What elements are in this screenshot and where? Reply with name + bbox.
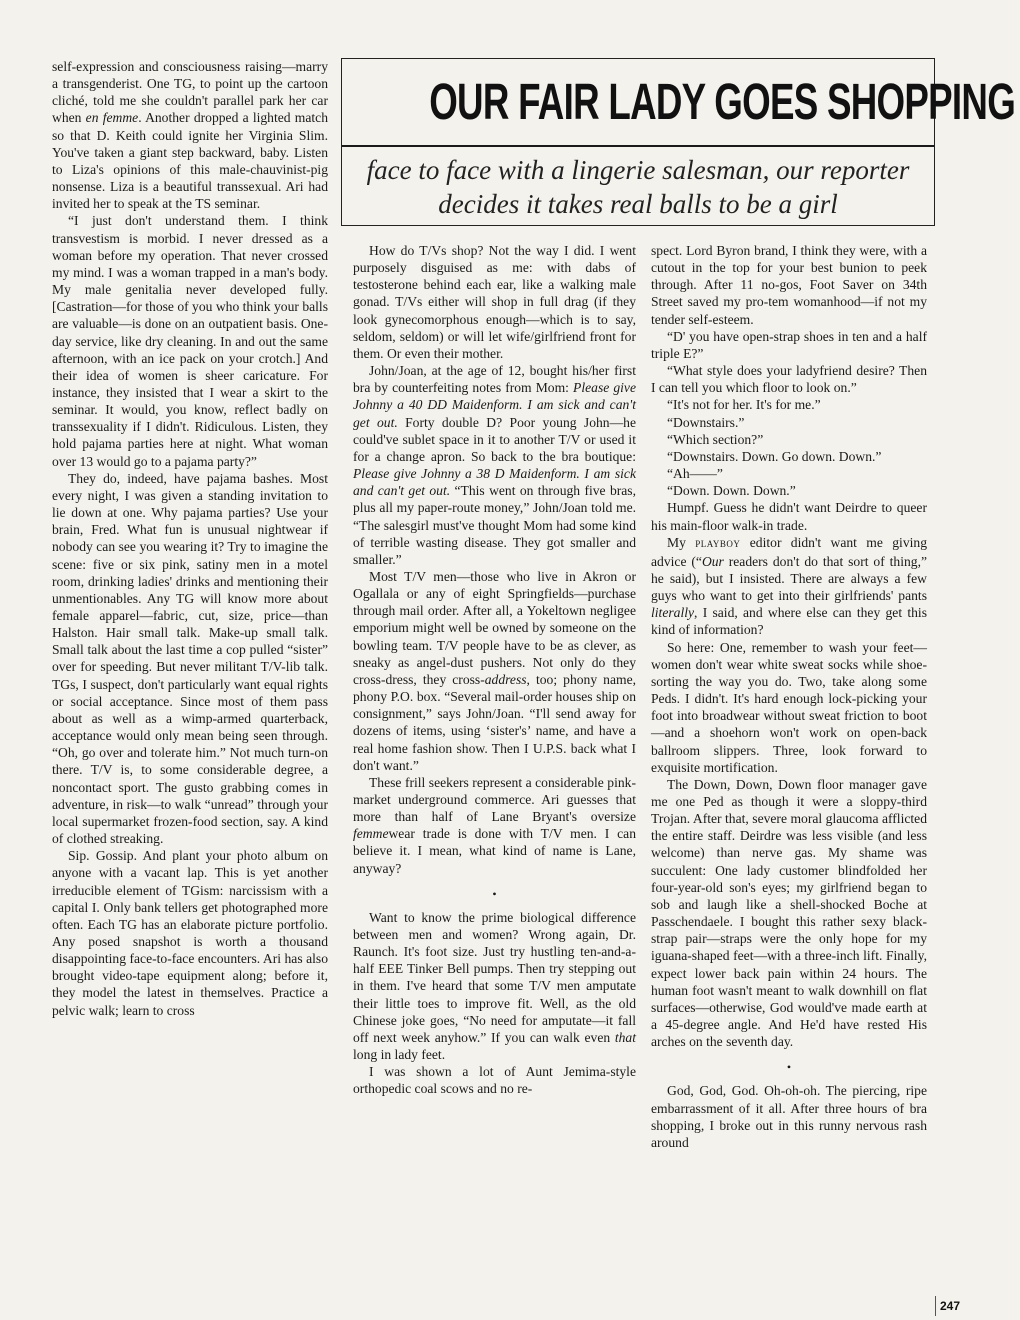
paragraph (651, 534, 927, 639)
text-run: My (667, 534, 696, 550)
text-italic: femme (353, 826, 389, 842)
text-italic: en femme (85, 110, 139, 126)
text-italic: Please give Johnny a 38 D Maidenform. I am sick and can't get out. (353, 466, 636, 499)
text-italic: literally (651, 605, 695, 621)
text-run: long in lady feet. (353, 1047, 446, 1063)
dialogue-line: “What style does your ladyfriend desire? Then I can tell you which floor to look on.” (651, 363, 927, 396)
text-italic: address (484, 671, 527, 687)
text-run: editor didn't want me giving advice (“ (651, 534, 927, 569)
paragraph: Sip. Gossip. And plant your photo album on anyone with a vacant lap. This is yet another irreducible element of TGism: narcissism with a capital I. Only bank tellers get photographed more often. Each TG has an elaborate picture portfolio. Any posed snapshot is worth a thousand disappointing face-to-face encounters. Ari has also brought video-tape equipment along; before it, they model the latest in themselves. Practice a pelvic walk; learn to cross (52, 848, 328, 1018)
text-italic: Our (701, 553, 724, 569)
text-run: These frill seekers represent a considerable pink-market underground commerce. Ari guesses that more than half of Lane Bryant's oversize (353, 774, 636, 825)
dialogue-line: “Down. Down. Down.” (667, 483, 796, 499)
paragraph: So here: One, remember to wash your feet—women don't wear white sweat socks while shoe-sorting the way you do. Two, take along some Peds. I didn't. It's hard enough lock-picking your foot into broadwear without sweat friction to boot—and a shoehorn won't work on open-back ballroom slippers. Three, look forward to exquisite mortification. (651, 639, 927, 775)
text-run: “This went on through five bras, plus all my paper-route money,” John/Joan told me. “The salesgirl must've thought Mom had some kind of terrible wasting disease. They got smaller and smaller.” (353, 483, 636, 567)
text-run: Most T/V men—those who live in Akron or Ogallala or any of eight Springfields—purchase through mail order. After all, a Yokeltown negligee emporium might well be owned by someone on the bowling team. T/V people have to be as clever, as sneaky as angel-dust pushers. Not only do they cross-dress, they cross- (353, 568, 636, 687)
small-caps-text: PLAYBOY (695, 538, 741, 549)
paragraph: The Down, Down, Down floor manager gave me one Ped as though it were a sloppy-third Trojan. After that, severe moral glaucoma afflicted the entire staff. Deirdre was less visible (and less welcome) than nerve gas. My shame was succulent: One lady customer blindfolded her four-year-old son's eyes; my girlfriend began to sob and laugh like a shell-shocked Boche at Passchendaele. I bought this rather sexy black-strap pair—straps were the only hope for my iguana-shaped feet—with a three-inch lift. Finally, expect lower back pain within 24 hours. The human foot wasn't meant to walk downhill on flat surfaces—otherwise, God would've made earth at a 45-degree angle. And He'd have rested His arches on the seventh day. (651, 776, 927, 1050)
text-run: Forty double D? Poor young John—he could've sublet space in it to another T/V or used it for a change apron. So back to the bra boutique: (353, 414, 637, 464)
dialogue-line: “Downstairs.” (667, 414, 745, 430)
text-italic: that (614, 1029, 636, 1045)
section-bullet: • (492, 886, 497, 901)
page-number: 247 (935, 1296, 970, 1316)
text-run: John/Joan, at the age of 12, bought his/her first bra by counterfeiting notes from Mom: (353, 363, 636, 396)
text-run: wear trade is done with T/V men. I can believe it. I mean, what kind of name is Lane, anyway? (353, 826, 636, 876)
text-run: readers don't do that sort of thing,” he said), but I insisted. There are always a few guys who want to get into their girlfriends' pants (651, 553, 928, 604)
headline-box (341, 58, 1016, 226)
paragraph: I was shown a lot of Aunt Jemima-style orthopedic coal scows and no re- (353, 1064, 636, 1097)
paragraph: spect. Lord Byron brand, I think they were, with a cutout in the top for your best bunion to peek through. After 11 no-gos, Foot Saver on 34th Street saved my pro-tem womanhood—if not my tender self-esteem. (651, 243, 927, 327)
dialogue-line: “Ah——” (667, 466, 723, 482)
text-run: , I said, and where else can they get this kind of information? (651, 605, 927, 638)
text-run: Want to know the prime biological difference between men and women? Wrong again, Dr. Raunch. It's foot size. Just try hustling ten-and-a-half EEE Tinker Bell pumps. Then try stepping out in them. I've heard that some T/V men amputate their little toes to improve fit. Well, as the old Chinese joke goes, “No need for amputate—it fall off next week anyhow.” If you can walk even (353, 909, 636, 1045)
text-column-middle (353, 242, 636, 1098)
paragraph: Humpf. Guess he didn't want Deirdre to queer his main-floor walk-in trade. (651, 500, 927, 533)
paragraph: “I just don't understand them. I think transvestism is morbid. I never dressed as a woman before my operation. That never crossed my mind. I was a woman trapped in a man's body. My male genitalia never developed fully. [Castration—for those of you who think your balls are valuable—is done on an outpatient basis. One-day service, like dry cleaning. In and out the same afternoon, with an ice pack on your crotch.] And their idea of women is sheer caricature. For instance, they insisted that I wear a skirt to the seminar. It would, you know, reflect badly on transsexuality if I didn't. Ridiculous. Listen, they hold pajama parties here at night. What woman over 13 would go to a pajama party?” (52, 213, 328, 469)
paragraph (353, 568, 636, 774)
dialogue-line: “Which section?” (667, 431, 764, 447)
article-headline: OUR FAIR LADY GOES SHOPPING (429, 73, 1016, 130)
paragraph: How do T/Vs shop? Not the way I did. I went purposely disguised as me: with dabs of testosterone behind each ear, like a walking male gonad. T/Vs either will shop in full drag (if they look gynecomorphous enough—which is to say, seldom, seldom) or will let wife/girlfriend front for them. Or even their mother. (353, 243, 636, 361)
paragraph (52, 58, 328, 212)
paragraph (353, 774, 636, 877)
dialogue-line: “It's not for her. It's for me.” (667, 397, 821, 413)
article-deck: face to face with a lingerie salesman, our reporter decides it takes real balls to be a girl (366, 155, 910, 219)
text-column-left (52, 58, 328, 1019)
divider (342, 145, 934, 147)
paragraph: God, God, God. Oh-oh-oh. The piercing, ripe embarrassment of it all. After three hours of bra shopping, I broke out in this runny nervous rash around (651, 1083, 927, 1150)
section-bullet: • (786, 1060, 792, 1075)
text-run: . Another dropped a lighted match so that D. Keith could ignite her Virginia Slim. You've taken a giant step backward, baby. Listen to Liza's opinions of this male-chauvinist-pig nonsense. Liza is a beautiful transsexual. Ari had invited her to speak at the TS seminar. (52, 110, 329, 212)
paragraph (353, 909, 636, 1063)
text-run: self-expression and consciousness raising—marry a transgenderist. One TG, to point up the cartoon cliché, told me she couldn't parallel park her car when (52, 59, 328, 126)
text-column-right (651, 242, 927, 1151)
paragraph: They do, indeed, have pajama bashes. Most every night, I was given a standing invitation to lie down at one. Why pajama parties? Use your brain, Fred. What fun is unusual nightwear if nobody can see you wearing it? Try to imagine the scene: five or six pink, satiny men in a motel room, drinking ladies' drinks and mentioning their unmentionables. Any TG will know more about female apparel—fabric, cut, size, price—than Halston. Hair small talk. Make-up small talk. Small talk about the last time a cop pulled “sister” over for speeding. But never militant T/V-lib talk. TGs, I suspect, don't particularly want equal rights or social acceptance. Since most of them pass about as well as a wimp-armed quarterback, acceptance would only mean being seen through. “Oh, go over and tolerate him.” Not much turn-on there. T/V is, to some considerable degree, a noncontact sport. The gusto grabbing comes in adventure, in risk—to walk “unread” through your local supermarket frozen-food section, say. A kind of clothed streaking. (52, 470, 328, 847)
dialogue-line: “D' you have open-strap shoes in ten and a half triple E?” (651, 328, 927, 361)
dialogue-line: “Downstairs. Down. Go down. Down.” (667, 448, 882, 464)
paragraph (353, 362, 636, 568)
text-italic: Please give Johnny a 40 DD Maidenform. I am sick and can't get out. (353, 380, 636, 430)
text-run: , too; phony name, phony P.O. box. “Several mail-order houses ship on consignment,” says John/Joan. “I'll send away for dozens of items, using ‘sister's’ name, and have a real home fashion show. Then I U.P.S. back what I don't want.” (353, 671, 637, 773)
